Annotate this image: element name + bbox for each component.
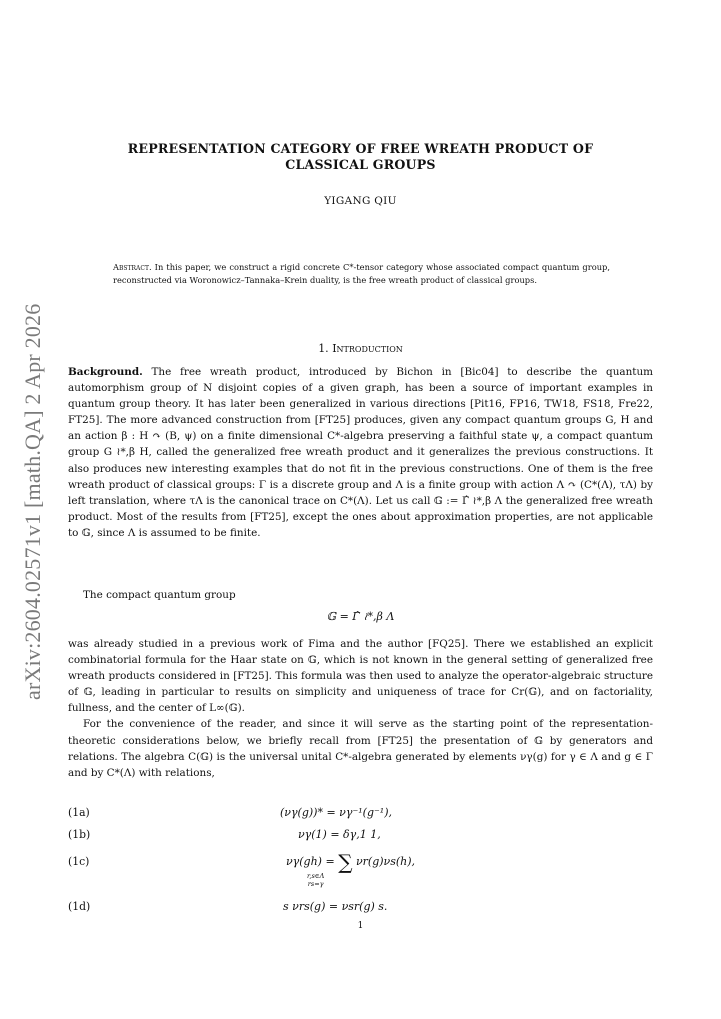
equation-label-1c: (1c) [68, 855, 90, 868]
paragraph-3a: was already studied in a previous work of Fima and the author [FQ25]. There we established an explicit combinatorial formula for the Haar state on 𝔾, which is not known in the general setting of generalized free wreath products considered in [FT25]. This formula was then used to analyze the operator-algebraic structure of 𝔾, leading in particular to results on simplicity and uniqueness of trace for Cr(𝔾), and on factoriality, fullness, and the center of L∞(𝔾). [68, 638, 653, 715]
abstract-text: In this paper, we construct a rigid concrete C*-tensor category whose associated compact quantum group, reconstructed via Woronowicz–Tannaka–Krein duality, is the free wreath product of classical groups. [113, 262, 610, 286]
section-number: 1. [318, 342, 329, 355]
equation-1c-right: νr(g)νs(h), [355, 855, 416, 868]
summation-subscript [307, 873, 324, 888]
paragraph-1-text: The free wreath product, introduced by Bichon in [Bic04] to describe the quantum automorphism group of N disjoint copies of a given graph, has been a source of important examples in quantum group theory. It has later been generalized in various directions [Pit16, FP16, TW18, FS18, Fre22, FT25]. The more advanced construction from [FT25] produces, given any compact quantum groups G, H and an action β : H ↷ (B, ψ) on a finite dimensional C*-algebra preserving a faithful state ψ, a compact quantum group G ≀*,β H, called the generalized free wreath product and it generalizes the previous constructions. It also produces new interesting examples that do not fit in the previous constructions. One of them is the free wreath product of classical groups: Γ is a discrete group and Λ is a finite group with action Λ ↷ (C*(Λ), τΛ) by left translation, where τΛ is the canonical trace on C*(Λ). Let us call 𝔾 := Γ̂ ≀*,β Λ the generalized free wreath product. Most of the results from [FT25], except the ones about approximation properties, are not applicable to 𝔾, since Λ is assumed to be finite. [68, 366, 653, 539]
display-equation: 𝔾 = Γ̂ ≀*,β Λ [326, 610, 395, 623]
paper-title [68, 141, 653, 173]
paragraph-3b: For the convenience of the reader, and since it will serve as the starting point of the representation-theoretic considerations below, we briefly recall from [FT25] the presentation of 𝔾 by generators and relations. The algebra C(𝔾) is the universal unital C*-algebra generated by elements νγ(g) for γ ∈ Λ and g ∈ Γ and by C*(Λ) with relations, [68, 718, 653, 779]
page-number: 1 [357, 921, 364, 931]
equation-label-1a: (1a) [68, 806, 90, 819]
abstract [113, 261, 610, 288]
paragraph-2: The compact quantum group [83, 589, 236, 601]
equation-1a: (νγ(g))* = νγ⁻¹(g⁻¹), [280, 806, 392, 819]
author-name: YIGANG QIU [324, 195, 397, 207]
abstract-heading: Abstract. [113, 262, 152, 272]
paragraph-3 [68, 636, 653, 781]
equation-label-1d: (1d) [68, 900, 91, 913]
summation-subscript-line-2: rs=γ [307, 879, 324, 888]
equation-label-1b: (1b) [68, 828, 91, 841]
summation-symbol: ∑ [338, 850, 353, 874]
equation-1d: s νrs(g) = νsr(g) s. [283, 900, 388, 913]
section-title: Introduction [332, 342, 403, 355]
background-heading: Background. [68, 366, 143, 378]
title-line-1: REPRESENTATION CATEGORY OF FREE WREATH PRODUCT OF [127, 141, 594, 156]
equation-1c-left: νγ(gh) = [286, 855, 335, 868]
equation-1b: νγ(1) = δγ,1 1, [298, 828, 381, 841]
equation-1c [286, 850, 415, 874]
title-line-2: CLASSICAL GROUPS [285, 157, 436, 172]
arxiv-identifier: arXiv:2604.02571v1 [math.QA] 2 Apr 2026 [20, 303, 45, 700]
summation-subscript-line-1: r,s∈Λ [307, 872, 325, 880]
section-heading [68, 342, 653, 355]
paragraph-background [68, 364, 653, 541]
